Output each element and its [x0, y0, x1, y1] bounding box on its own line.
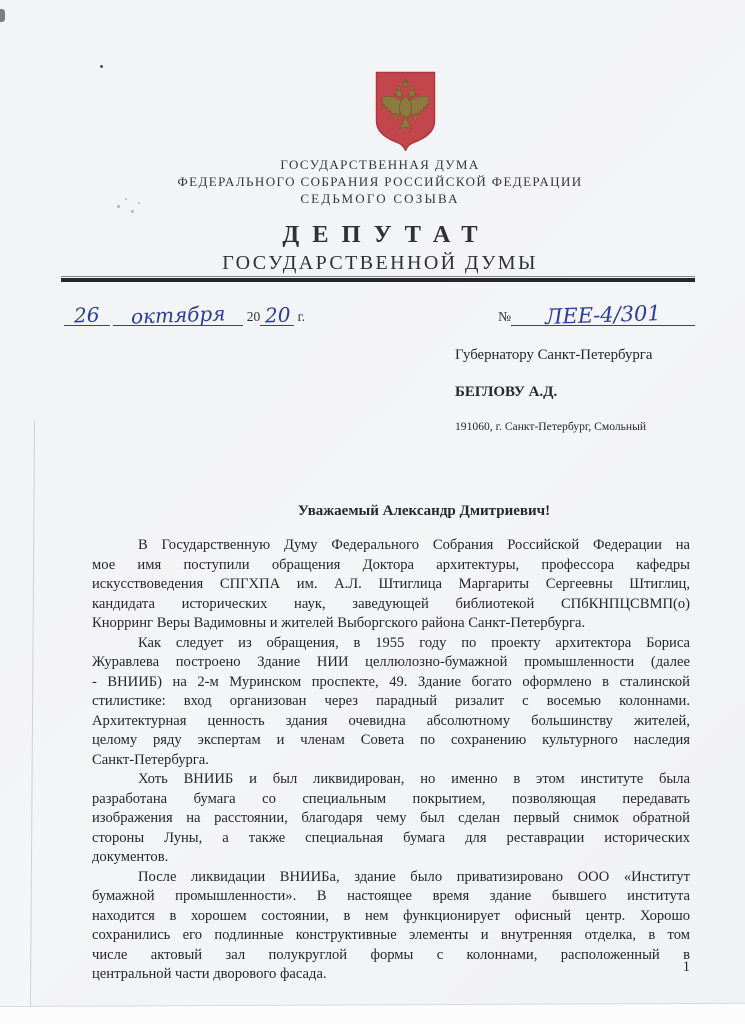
paragraph [92, 634, 690, 771]
rule-thick-line [61, 278, 695, 282]
body-line: разработана бумага со специальным покрытием, позволяющая передавать [92, 790, 690, 807]
body-line: - ВНИИБ) на 2-м Муринском проспекте, 49. Здание богато оформлено в сталинской [92, 673, 690, 690]
number-blank [511, 300, 695, 330]
number-label: № [498, 309, 511, 324]
page-number: 1 [682, 959, 690, 975]
recipient-block [455, 347, 725, 433]
recipient-name: БЕГЛОВУ А.Д. [455, 384, 558, 400]
scan-speck [100, 65, 103, 68]
coat-of-arms-icon [374, 71, 437, 151]
body-line: стилистике: вход организован через парадный ризалит с восемью колоннами. [92, 693, 690, 709]
recipient-position: Губернатору Санкт-Петербурга [455, 347, 653, 363]
body-line: Как следует из обращения, в 1955 году по проекту архитектора Бориса [138, 634, 690, 651]
body-line: искусствоведения СПГХПА им. А.Л. Штиглица Маргариты Сергеевны Штиглиц, [92, 576, 690, 592]
rule-thin-line [61, 276, 695, 277]
letterhead-subtitle: ГОСУДАРСТВЕННОЙ ДУМЫ [222, 251, 538, 274]
body-line: В Государственную Думу Федерального Собрания Российской Федерации на [138, 537, 690, 553]
letterhead-org-line3: СЕДЬМОГО СОЗЫВА [300, 191, 460, 206]
paper-bottom-edge [0, 1003, 745, 1024]
number-field [498, 300, 695, 330]
year-unit: г. [297, 309, 306, 324]
letter-body [92, 536, 690, 985]
body-line: находится в хорошем состоянии, в нем функционирует офисный центр. Хорошо [92, 907, 690, 924]
letterhead-org-line1: ГОСУДАРСТВЕННАЯ ДУМА [280, 157, 480, 172]
year-prefix: 20 [246, 309, 261, 324]
body-line: Хоть ВНИИБ и был ликвидирован, но именно в этом институте была [138, 771, 690, 787]
coat-of-arms-svg [374, 71, 437, 151]
year-blank [260, 304, 294, 326]
paragraph [92, 536, 690, 634]
body-line: Журавлева построено Здание НИИ целлюлозно-бумажной промышленности (далее [92, 654, 690, 670]
body-line: стороны Луны, а также специальная бумага для реставрации исторических [92, 829, 690, 846]
body-line: кандидата исторических наук, заведующей библиотекой СПбКНПЦСВМП(о) [92, 595, 690, 612]
handwritten-month: октября [130, 301, 226, 329]
date-field [64, 301, 306, 329]
body-line: документов. [92, 849, 169, 865]
body-line: Кнорринг Веры Вадимовны и жителей Выборгского района Санкт-Петербурга. [92, 615, 586, 631]
month-blank [113, 301, 243, 329]
body-line: центральной части дворового фасада. [92, 966, 327, 982]
date-number-line [61, 292, 695, 330]
day-blank [64, 304, 110, 326]
body-line: изображения на расстоянии, благодаря чему был сделан первый снимок обратной [92, 810, 690, 826]
body-line: сохранились его подлинные конструктивные элементы и внутренняя отделка, в том [92, 927, 690, 943]
body-line: целому ряду экспертам и членам Совета по сохранению культурного наследия [92, 732, 690, 748]
body-line: мое имя поступили обращения Доктора архитектуры, профессора кафедры [92, 556, 690, 573]
salutation: Уважаемый Александр Дмитриевич! [297, 503, 551, 519]
body-line: После ликвидации ВНИИБа, здание было приватизировано ООО «Институт [138, 868, 690, 885]
letterhead-title: ДЕПУТАТ [282, 220, 491, 248]
paragraph [92, 770, 690, 868]
scan-corner-artifact [0, 9, 5, 22]
paragraph [92, 868, 690, 985]
handwritten-day: 26 [73, 302, 101, 328]
body-line: Санкт-Петербурга. [92, 751, 209, 768]
handwritten-year: 20 [264, 302, 291, 328]
letterhead-rule [61, 276, 695, 282]
handwritten-number: ЛЕЕ-4/301 [544, 300, 662, 330]
letterhead [30, 157, 730, 275]
body-line: бумажной промышленности». В настоящее время здание бывшего института [92, 888, 690, 904]
body-line: Архитектурная ценность здания очевидна абсолютному большинству жителей, [92, 712, 690, 729]
recipient-address: 191060, г. Санкт-Петербург, Смольный [455, 420, 647, 433]
body-line: числе актовый зал полукруглой формы с колоннами, расположенный в [92, 946, 690, 963]
letterhead-org-line2: ФЕДЕРАЛЬНОГО СОБРАНИЯ РОССИЙСКОЙ ФЕДЕРАЦИИ [177, 173, 583, 189]
